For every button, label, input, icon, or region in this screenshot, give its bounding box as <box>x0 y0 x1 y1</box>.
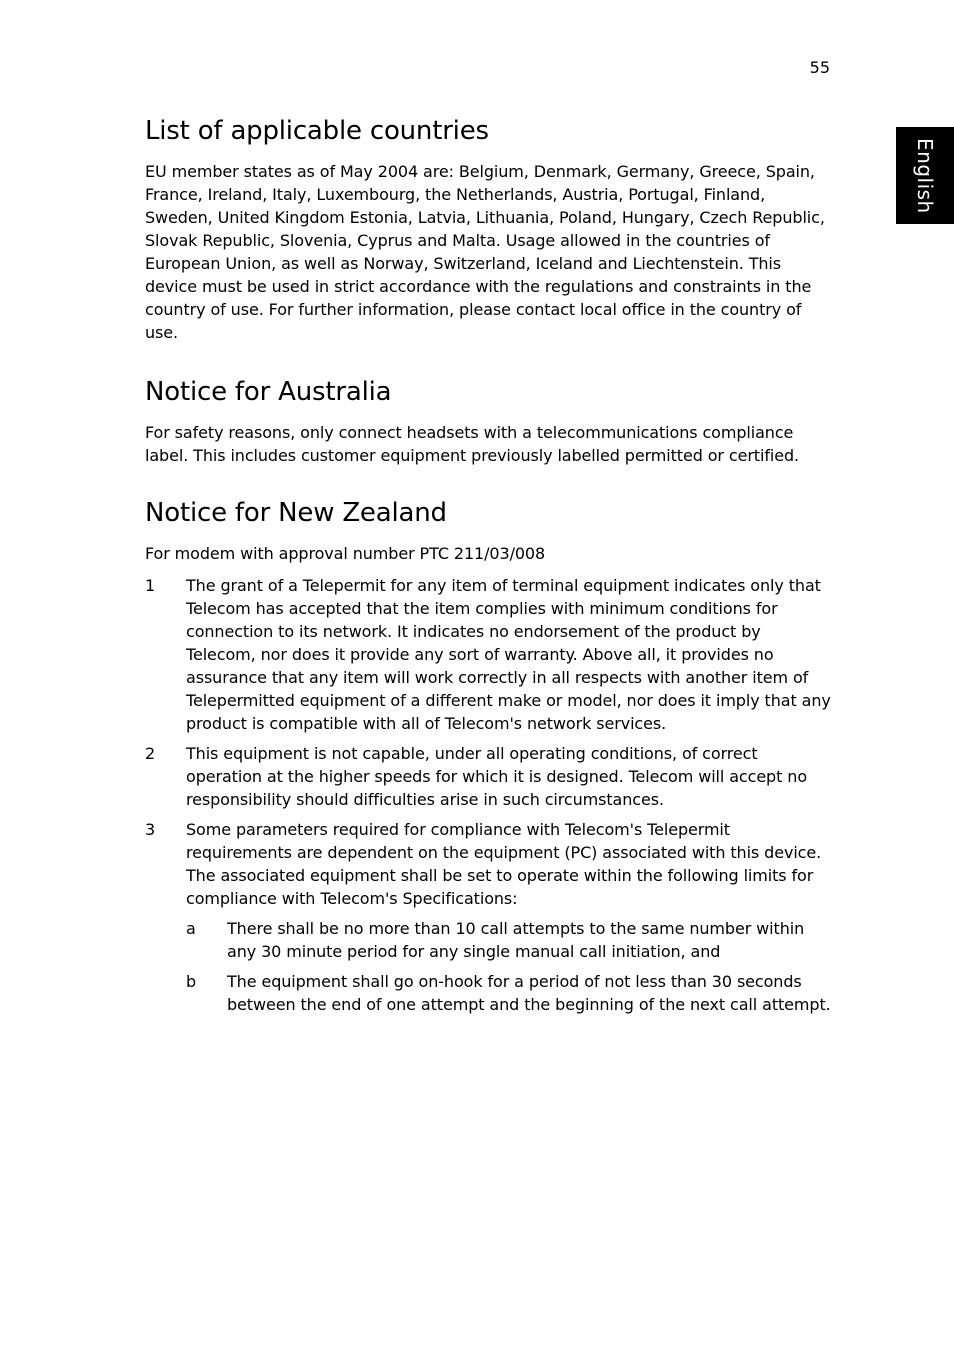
page-number: 55 <box>809 58 830 77</box>
sublist-item-letter: a <box>186 919 196 938</box>
list-item-text: Some parameters required for compliance with Telecom's Telepermit requirements are dependent on the equipment (PC) associated with this device. The associated equipment shall be set to operate within the following limits for compliance with Telecom's Specifications: <box>186 820 822 908</box>
list-item <box>145 818 835 1023</box>
section-notice-new-zealand <box>145 495 835 1023</box>
section-heading: Notice for New Zealand <box>145 498 447 528</box>
numbered-list <box>145 574 835 1023</box>
list-item-number: 1 <box>145 576 156 595</box>
list-item-number: 3 <box>145 820 156 839</box>
sublist-item <box>186 970 835 1016</box>
section-body: For safety reasons, only connect headsets with a telecommunications compliance label. This includes customer equipment previously labelled permitted or certified. <box>145 423 799 465</box>
list-item-text: The grant of a Telepermit for any item of terminal equipment indicates only that Telecom has accepted that the item complies with minimum conditions for connection to its network. It indicates no endorsement of the product by Telecom, nor does it provide any sort of warranty. Above all, it provides no assurance that any item will work correctly in all respects with another item of Telepermitted equipment of a different make or model, nor does it imply that any product is compatible with all of Telecom's network services. <box>186 576 831 733</box>
sublist-item-letter: b <box>186 972 197 991</box>
list-item-number: 2 <box>145 744 156 763</box>
list-item-text: This equipment is not capable, under all operating conditions, of correct operation at the higher speeds for which it is designed. Telecom will accept no responsibility should difficulties arise in such circumstances. <box>186 744 808 809</box>
language-tab <box>896 127 954 224</box>
section-heading: List of applicable countries <box>145 116 489 146</box>
sublist-item <box>186 917 835 963</box>
sublist-item-text: There shall be no more than 10 call attempts to the same number within any 30 minute period for any single manual call initiation, and <box>227 919 805 961</box>
list-item <box>145 574 835 735</box>
sublist-item-text: The equipment shall go on-hook for a period of not less than 30 seconds between the end of one attempt and the beginning of the next call attempt. <box>227 972 831 1014</box>
section-body: EU member states as of May 2004 are: Belgium, Denmark, Germany, Greece, Spain, France, Ireland, Italy, Luxembourg, the Netherlands, Austria, Portugal, Finland, Sweden, United Kingdom Estonia, Latvia, Lithuania, Poland, Hungary, Czech Republic, Slovak Republic, Slovenia, Cyprus and Malta. Usage allowed in the countries of European Union, as well as Norway, Switzerland, Iceland and Liechtenstein. This device must be used in strict accordance with the regulations and constraints in the country of use. For further information, please contact local office in the country of use. <box>145 162 825 342</box>
language-tab-label: English <box>913 137 937 214</box>
section-intro: For modem with approval number PTC 211/03/008 <box>145 544 546 563</box>
list-item <box>145 742 835 811</box>
lettered-sublist <box>186 917 835 1016</box>
page-content <box>145 113 835 1051</box>
section-heading: Notice for Australia <box>145 377 392 407</box>
section-notice-australia <box>145 374 835 467</box>
section-applicable-countries <box>145 113 835 344</box>
